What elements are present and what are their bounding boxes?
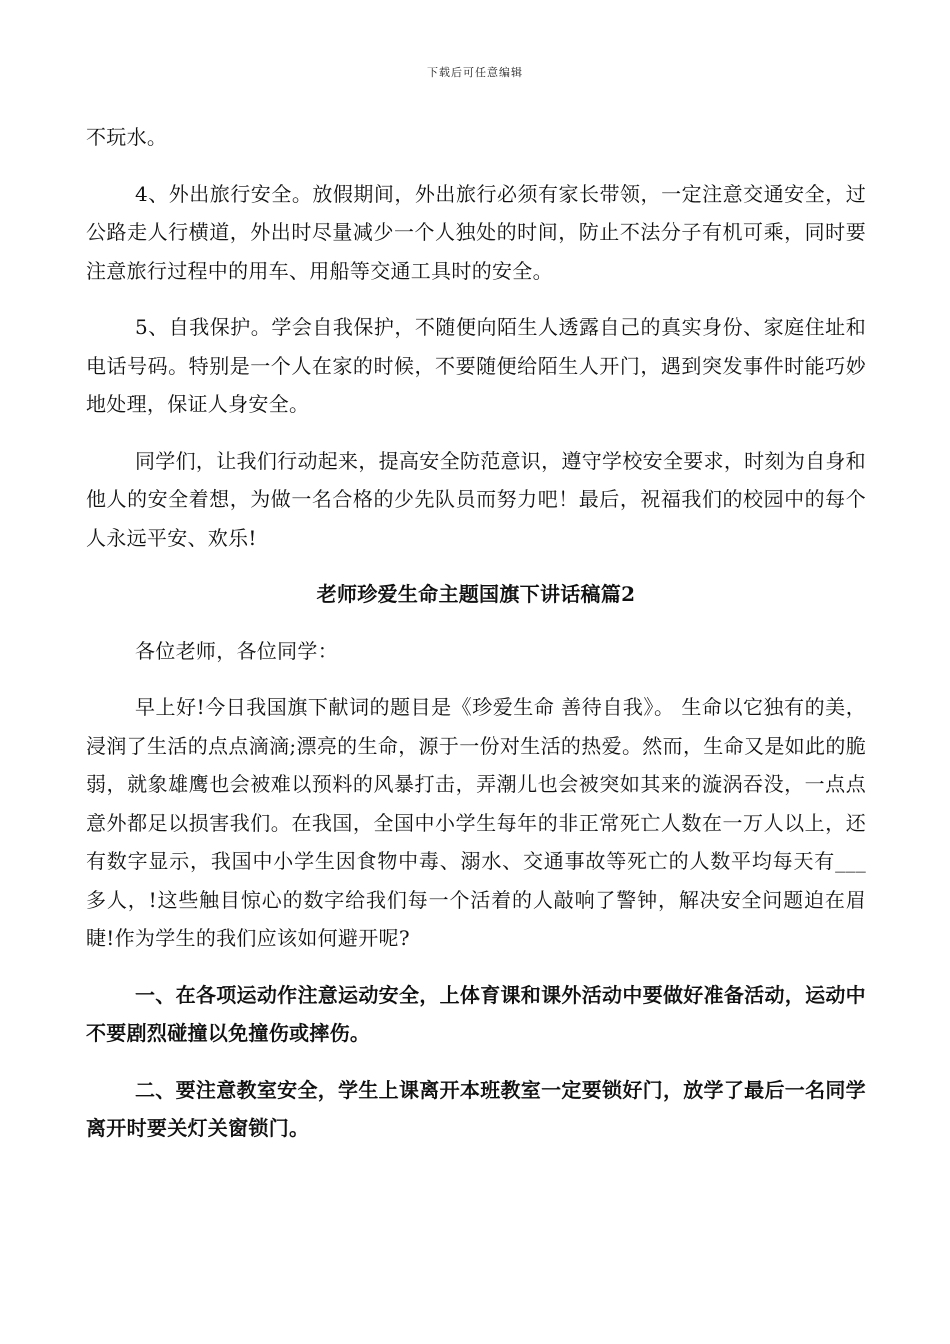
section-title: 老师珍爱生命主题国旗下讲话稿篇2	[316, 582, 636, 606]
paragraph-self-protection: 5、自我保护。学会自我保护，不随便向陌生人透露自己的真实身份、家庭住址和电话号码。特别是一个人在家的时候，不要随便给陌生人开门，遇到突发事件时能巧妙地处理，保证人身安全。	[86, 315, 866, 416]
paragraph-travel-safety: 4、外出旅行安全。放假期间，外出旅行必须有家长带领，一定注意交通安全，过公路走人行横道，外出时尽量减少一个人独处的时间，防止不法分子有机可乘，同时要注意旅行过程中的用车、用船等交通工具时的安全。	[86, 181, 866, 283]
paragraph-introduction: 早上好!今日我国旗下献词的题目是《珍爱生命 善待自我》。 生命以它独有的美，浸润了生活的点点滴滴;漂亮的生命，源于一份对生活的热爱。然而，生命又是如此的脆弱，就象雄鹰也会被难以预料的风暴打击，弄潮儿也会被突如其来的漩涡吞没，一点点意外都足以损害我们。在我国，全国中小学生每年的非正常死亡人数在一万人以上，还有数字显示，我国中小学生因食物中毒、溺水、交通事故等死亡的人数平均每天有___多人，!这些触目惊心的数字给我们每一个活着的人敲响了警钟，解决安全问题迫在眉睫!作为学生的我们应该如何避开呢?	[86, 695, 866, 950]
document-body	[86, 118, 866, 1148]
bold-point-classroom-safety: 二、要注意教室安全，学生上课离开本班教室一定要锁好门，放学了最后一名同学离开时要关灯关窗锁门。	[86, 1077, 866, 1140]
paragraph-greeting: 各位老师，各位同学：	[135, 638, 338, 663]
paragraph-closing: 同学们，让我们行动起来，提高安全防范意识，遵守学校安全要求，时刻为自身和他人的安全着想，为做一名合格的少先队员而努力吧！最后，祝福我们的校园中的每个人永远平安、欢乐!	[86, 448, 866, 550]
page-header-note: 下载后可任意编辑	[427, 66, 523, 79]
paragraph-continuation: 不玩水。	[86, 125, 168, 149]
bold-point-sports-safety: 一、在各项运动作注意运动安全，上体育课和课外活动中要做好准备活动，运动中不要剧烈碰撞以免撞伤或摔伤。	[86, 982, 866, 1045]
